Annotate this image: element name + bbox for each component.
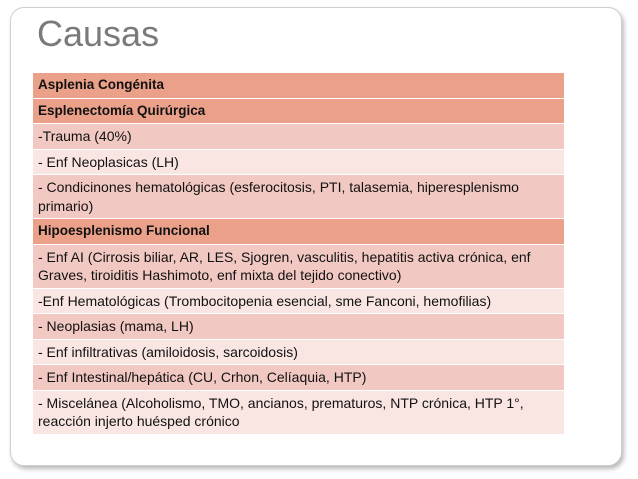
table-cell: - Enf Intestinal/hepática (CU, Crhon, Celíaquia, HTP)	[33, 365, 564, 391]
table-cell: Esplenectomía Quirúrgica	[33, 98, 564, 124]
table-row	[33, 390, 564, 434]
table-cell: Asplenia Congénita	[33, 73, 564, 98]
table-row	[33, 124, 564, 150]
slide-title: Causas	[37, 13, 160, 54]
table-cell: - Condicinones hematológicas (esferocitosis, PTI, talasemia, hiperesplenismo primario)	[33, 175, 564, 219]
causes-table	[33, 73, 564, 435]
table-row	[33, 339, 564, 365]
table-row	[33, 244, 564, 288]
table-row-esplenectomia	[33, 98, 564, 124]
table-row	[33, 365, 564, 391]
table-row	[33, 288, 564, 314]
table-row	[33, 175, 564, 219]
table-cell: - Neoplasias (mama, LH)	[33, 314, 564, 340]
table-row-asplenia-congenita	[33, 73, 564, 98]
table-cell: -Enf Hematológicas (Trombocitopenia esencial, sme Fanconi, hemofilias)	[33, 288, 564, 314]
table-row	[33, 149, 564, 175]
table-cell: Hipoesplenismo Funcional	[33, 219, 564, 245]
table-row	[33, 314, 564, 340]
table-cell: - Enf AI (Cirrosis biliar, AR, LES, Sjogren, vasculitis, hepatitis activa crónica, enf Graves, tiroiditis Hashimoto, enf mixta del tejido conectivo)	[33, 244, 564, 288]
table-row-hipoesplenismo	[33, 219, 564, 245]
table-cell: - Enf Neoplasicas (LH)	[33, 149, 564, 175]
table-cell: - Enf infiltrativas (amiloidosis, sarcoidosis)	[33, 339, 564, 365]
table-cell: - Miscelánea (Alcoholismo, TMO, ancianos, prematuros, NTP crónica, HTP 1°, reacción injerto huésped crónico	[33, 390, 564, 434]
table-cell: -Trauma (40%)	[33, 124, 564, 150]
